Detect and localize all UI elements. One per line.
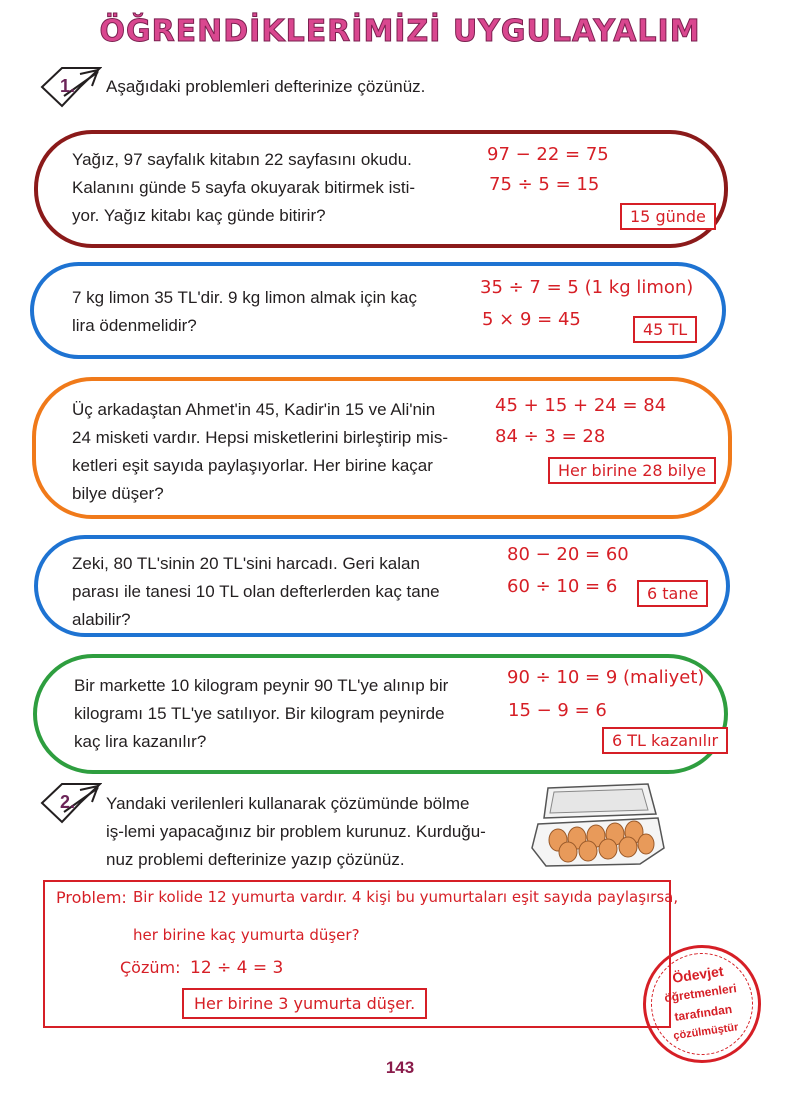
page-number: 143 <box>385 1058 415 1077</box>
problem-2-work-2: 5 × 9 = 45 <box>482 309 581 330</box>
problem-1-work-2: 75 ÷ 5 = 15 <box>489 174 600 195</box>
section-1-number: 1. <box>60 76 76 96</box>
problem-1-work-1: 97 − 22 = 75 <box>487 144 609 165</box>
problem-3-work-2: 84 ÷ 3 = 28 <box>495 426 606 447</box>
problem-4-text: Zeki, 80 TL'sinin 20 TL'sini harcadı. Geri kalan parası ile tanesi 10 TL olan defterlerden kaç tane alabilir? <box>72 554 440 629</box>
created-problem-answer: Her birine 3 yumurta düşer. <box>182 988 427 1019</box>
problem-4-answer: 6 tane <box>637 580 708 607</box>
section-2-instruction: Yandaki verilenleri kullanarak çözümünde bölme iş-lemi yapacağınız bir problem kurunuz. Kurduğu- nuz problemi defterinize yazıp çözünüz. <box>106 794 486 869</box>
problem-label: Problem: <box>56 888 127 907</box>
problem-3-work-1: 45 + 15 + 24 = 84 <box>495 395 667 416</box>
solution-label: Çözüm: <box>120 958 181 977</box>
solution-work: 12 ÷ 4 = 3 <box>190 958 284 978</box>
problem-5-work-2: 15 − 9 = 6 <box>508 700 607 721</box>
problem-3-answer: Her birine 28 bilye <box>548 457 716 484</box>
problem-1-answer: 15 günde <box>620 203 716 230</box>
problem-2-text: 7 kg limon 35 TL'dir. 9 kg limon almak için kaç lira ödenmelidir? <box>72 288 417 335</box>
problem-2-work-1: 35 ÷ 7 = 5 (1 kg limon) <box>480 277 694 298</box>
odevjet-stamp: Ödevjet öğretmenleri tarafından çözülmüştür <box>635 937 768 1070</box>
problem-4-work-1: 80 − 20 = 60 <box>507 544 629 565</box>
problem-5-text: Bir markette 10 kilogram peynir 90 TL'ye alınıp bir kilogramı 15 TL'ye satılıyor. Bir kilogram peynirde kaç lira kazanılır? <box>74 676 449 751</box>
problem-3-text: Üç arkadaştan Ahmet'in 45, Kadir'in 15 ve Ali'nin 24 misketi vardır. Hepsi misketlerini birleştirip mis- ketleri eşit sayıda paylaşıyorlar. Her birine kaçar bilye düşer? <box>72 400 448 503</box>
section-2-number: 2. <box>60 792 76 812</box>
section-1-instruction: Aşağıdaki problemleri defterinize çözünüz. <box>106 77 426 96</box>
problem-1-text: Yağız, 97 sayfalık kitabın 22 sayfasını okudu. Kalanını günde 5 sayfa okuyarak bitirmek isti- yor. Yağız kitabı kaç günde bitirir? <box>72 150 416 225</box>
problem-text-2: her birine kaç yumurta düşer? <box>133 926 360 944</box>
egg-carton-illustration <box>528 778 668 870</box>
problem-5-answer: 6 TL kazanılır <box>602 727 728 754</box>
problem-4-work-2: 60 ÷ 10 = 6 <box>507 576 618 597</box>
problem-5-work-1: 90 ÷ 10 = 9 (maliyet) <box>507 667 705 688</box>
page-title: ÖĞRENDİKLERİMİZİ UYGULAYALIM <box>99 14 701 49</box>
problem-text-1: Bir kolide 12 yumurta vardır. 4 kişi bu yumurtaları eşit sayıda paylaşırsa, <box>133 888 679 906</box>
problem-2-answer: 45 TL <box>633 316 697 343</box>
